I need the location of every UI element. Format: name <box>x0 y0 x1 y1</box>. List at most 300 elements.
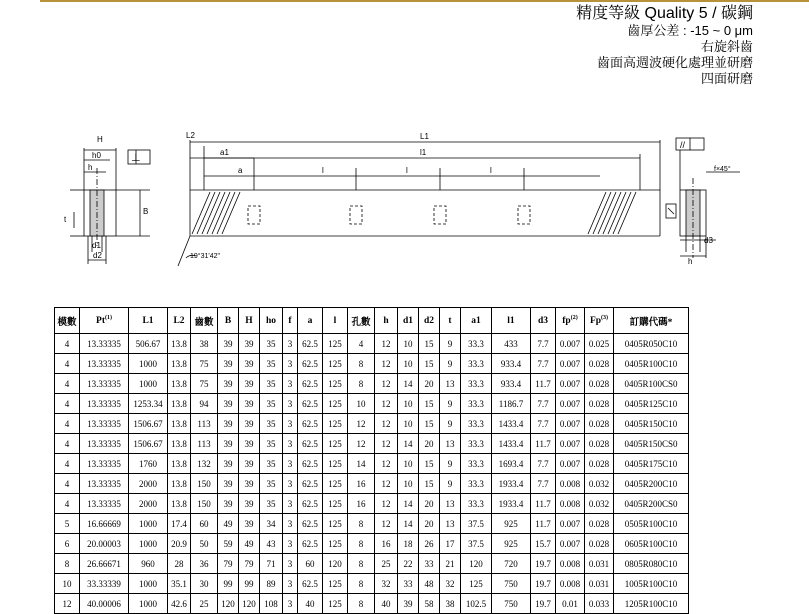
column-header: l <box>323 308 348 334</box>
table-cell: 0.008 <box>556 474 585 494</box>
table-cell: 3 <box>283 474 298 494</box>
table-cell: 33.3 <box>461 374 492 394</box>
table-cell: 8 <box>348 374 375 394</box>
table-cell: 10 <box>398 454 419 474</box>
table-cell: 13.33335 <box>80 494 129 514</box>
table-cell: 13.33335 <box>80 334 129 354</box>
label-L2: L2 <box>186 131 195 140</box>
table-cell: 0.007 <box>556 514 585 534</box>
table-cell: 8 <box>348 554 375 574</box>
table-cell: 13.33335 <box>80 354 129 374</box>
table-cell: 0805R080C10 <box>614 554 689 574</box>
table-cell: 9 <box>440 394 461 414</box>
table-cell: 120 <box>218 594 239 614</box>
table-cell: 13.33335 <box>80 474 129 494</box>
table-cell: 59 <box>218 534 239 554</box>
table-cell: 0.031 <box>585 554 614 574</box>
table-cell: 39 <box>218 454 239 474</box>
table-cell: 113 <box>191 434 218 454</box>
table-cell: 20.00003 <box>80 534 129 554</box>
table-cell: 0.007 <box>556 354 585 374</box>
column-header: a <box>298 308 323 334</box>
table-cell: 33.3 <box>461 454 492 474</box>
table-cell: 0405R200C10 <box>614 474 689 494</box>
table-cell: 38 <box>440 594 461 614</box>
table-cell: 39 <box>239 394 260 414</box>
table-cell: 16 <box>348 494 375 514</box>
table-cell: 13.8 <box>168 414 191 434</box>
table-cell: 4 <box>55 374 80 394</box>
table-cell: 9 <box>440 454 461 474</box>
table-cell: 62.5 <box>298 334 323 354</box>
table-cell: 43 <box>260 534 283 554</box>
table-cell: 12 <box>375 374 398 394</box>
table-cell: 125 <box>461 574 492 594</box>
table-cell: 13 <box>440 494 461 514</box>
table-cell: 39 <box>218 414 239 434</box>
table-cell: 1186.7 <box>492 394 531 414</box>
table-cell: 125 <box>323 454 348 474</box>
table-cell: 19.7 <box>531 574 556 594</box>
table-cell: 49 <box>239 534 260 554</box>
spec-grinding: 四面研磨 <box>700 71 753 86</box>
table-cell: 39 <box>218 394 239 414</box>
table-cell: 8 <box>348 354 375 374</box>
label-h-right: h <box>688 257 693 266</box>
table-cell: 1506.67 <box>129 414 168 434</box>
table-cell: 0.028 <box>585 354 614 374</box>
table-cell: 35 <box>260 494 283 514</box>
table-cell: 0.028 <box>585 454 614 474</box>
table-cell: 1253.34 <box>129 394 168 414</box>
table-cell: 20 <box>419 434 440 454</box>
table-cell: 506.67 <box>129 334 168 354</box>
label-h: h <box>88 163 93 172</box>
table-cell: 11.7 <box>531 494 556 514</box>
table-row <box>55 334 689 354</box>
table-cell: 108 <box>260 594 283 614</box>
table-cell: 125 <box>323 594 348 614</box>
table-cell: 32 <box>440 574 461 594</box>
table-cell: 12 <box>375 494 398 514</box>
table-cell: 925 <box>492 514 531 534</box>
table-cell: 12 <box>375 514 398 534</box>
spec-hardening: 齒面高週波硬化處理並研磨 <box>596 55 753 70</box>
table-cell: 20 <box>419 494 440 514</box>
table-cell: 25 <box>191 594 218 614</box>
table-cell: 3 <box>283 374 298 394</box>
table-cell: 0.007 <box>556 334 585 354</box>
table-cell: 8 <box>348 594 375 614</box>
table-cell: 39 <box>218 374 239 394</box>
table-cell: 19.7 <box>531 554 556 574</box>
perpendicularity-symbol: ⊥ <box>131 152 141 164</box>
spec-quality: 精度等級 Quality 5 / 碳鋼 <box>576 5 753 22</box>
table-cell: 125 <box>323 474 348 494</box>
table-cell: 40 <box>298 594 323 614</box>
table-cell: 7.7 <box>531 454 556 474</box>
table-cell: 35 <box>260 474 283 494</box>
table-cell: 11.7 <box>531 514 556 534</box>
table-cell: 49 <box>218 514 239 534</box>
table-cell: 3 <box>283 574 298 594</box>
table-cell: 1760 <box>129 454 168 474</box>
table-cell: 36 <box>191 554 218 574</box>
label-l1: l1 <box>420 148 427 157</box>
table-cell: 35 <box>260 354 283 374</box>
table-cell: 4 <box>348 334 375 354</box>
table-cell: 3 <box>283 514 298 534</box>
table-cell: 39 <box>218 354 239 374</box>
table-cell: 0.032 <box>585 494 614 514</box>
table-cell: 4 <box>55 494 80 514</box>
label-H: H <box>97 135 103 144</box>
table-cell: 62.5 <box>298 434 323 454</box>
table-cell: 8 <box>348 534 375 554</box>
table-cell: 750 <box>492 574 531 594</box>
table-cell: 7.7 <box>531 394 556 414</box>
table-cell: 15 <box>419 394 440 414</box>
table-cell: 125 <box>323 434 348 454</box>
table-cell: 14 <box>398 514 419 534</box>
table-cell: 14 <box>348 454 375 474</box>
table-cell: 13.8 <box>168 454 191 474</box>
table-cell: 13.8 <box>168 394 191 414</box>
table-cell: 33 <box>419 554 440 574</box>
table-cell: 933.4 <box>492 354 531 374</box>
table-cell: 7.7 <box>531 414 556 434</box>
table-cell: 39 <box>218 334 239 354</box>
table-cell: 0.007 <box>556 454 585 474</box>
table-cell: 62.5 <box>298 454 323 474</box>
table-cell: 3 <box>283 394 298 414</box>
label-h0: h0 <box>92 151 101 160</box>
table-cell: 12 <box>348 414 375 434</box>
table-cell: 13.33335 <box>80 454 129 474</box>
table-cell: 20 <box>419 374 440 394</box>
table-cell: 11.7 <box>531 434 556 454</box>
label-L1: L1 <box>420 132 429 141</box>
table-cell: 0.028 <box>585 434 614 454</box>
table-cell: 150 <box>191 474 218 494</box>
table-cell: 1000 <box>129 574 168 594</box>
spec-table <box>54 307 689 614</box>
table-cell: 37.5 <box>461 514 492 534</box>
table-cell: 16 <box>375 534 398 554</box>
column-header: 訂購代碼* <box>614 308 689 334</box>
table-cell: 0405R150C10 <box>614 414 689 434</box>
table-cell: 40 <box>375 594 398 614</box>
table-cell: 16.66669 <box>80 514 129 534</box>
table-cell: 1433.4 <box>492 434 531 454</box>
column-header: B <box>218 308 239 334</box>
table-cell: 15 <box>419 474 440 494</box>
table-cell: 15 <box>419 454 440 474</box>
table-cell: 13.33335 <box>80 394 129 414</box>
table-cell: 150 <box>191 494 218 514</box>
table-cell: 7.7 <box>531 354 556 374</box>
table-cell: 13 <box>440 434 461 454</box>
table-cell: 75 <box>191 374 218 394</box>
table-cell: 39 <box>239 434 260 454</box>
table-cell: 10 <box>348 394 375 414</box>
table-cell: 1693.4 <box>492 454 531 474</box>
table-cell: 33.3 <box>461 394 492 414</box>
table-cell: 433 <box>492 334 531 354</box>
table-cell: 3 <box>283 594 298 614</box>
label-l-3: l <box>490 166 492 175</box>
table-cell: 9 <box>440 474 461 494</box>
table-cell: 1000 <box>129 534 168 554</box>
table-cell: 2000 <box>129 494 168 514</box>
table-cell: 3 <box>283 494 298 514</box>
table-cell: 33.3 <box>461 354 492 374</box>
table-cell: 35 <box>260 334 283 354</box>
column-header: ho <box>260 308 283 334</box>
table-cell: 0.028 <box>585 534 614 554</box>
table-cell: 26.66671 <box>80 554 129 574</box>
column-header: f <box>283 308 298 334</box>
table-cell: 0405R050C10 <box>614 334 689 354</box>
table-cell: 125 <box>323 574 348 594</box>
spec-block <box>576 4 753 87</box>
table-cell: 0.007 <box>556 394 585 414</box>
table-cell: 0405R200CS0 <box>614 494 689 514</box>
table-row <box>55 414 689 434</box>
table-cell: 17.4 <box>168 514 191 534</box>
column-header: t <box>440 308 461 334</box>
table-cell: 2000 <box>129 474 168 494</box>
table-cell: 0.031 <box>585 574 614 594</box>
table-cell: 0405R125C10 <box>614 394 689 414</box>
table-cell: 13.8 <box>168 474 191 494</box>
table-row <box>55 434 689 454</box>
table-cell: 3 <box>283 354 298 374</box>
table-cell: 7.7 <box>531 474 556 494</box>
table-cell: 40.00006 <box>80 594 129 614</box>
table-cell: 62.5 <box>298 354 323 374</box>
table-cell: 0.032 <box>585 474 614 494</box>
column-header: Pt$^{(1)}$ <box>80 308 129 334</box>
table-cell: 99 <box>239 574 260 594</box>
rack-side-view <box>178 140 660 266</box>
table-cell: 9 <box>440 414 461 434</box>
table-cell: 13.8 <box>168 334 191 354</box>
label-d3: d3 <box>704 236 713 245</box>
table-cell: 125 <box>323 514 348 534</box>
table-cell: 13.8 <box>168 434 191 454</box>
table-cell: 75 <box>191 354 218 374</box>
table-cell: 0.007 <box>556 374 585 394</box>
table-cell: 1933.4 <box>492 474 531 494</box>
table-cell: 0.025 <box>585 334 614 354</box>
table-cell: 1933.4 <box>492 494 531 514</box>
table-cell: 1205R100C10 <box>614 594 689 614</box>
table-cell: 62.5 <box>298 414 323 434</box>
table-cell: 33.3 <box>461 474 492 494</box>
table-cell: 62.5 <box>298 494 323 514</box>
label-chamfer: f×45° <box>714 166 731 173</box>
column-header: 齒數 <box>191 308 218 334</box>
column-header: $fp^{(2)}$ <box>556 308 585 334</box>
table-cell: 125 <box>323 354 348 374</box>
table-cell: 925 <box>492 534 531 554</box>
table-cell: 12 <box>375 354 398 374</box>
table-cell: 3 <box>283 334 298 354</box>
table-cell: 12 <box>375 334 398 354</box>
table-cell: 19.7 <box>531 594 556 614</box>
column-header: 孔數 <box>348 308 375 334</box>
table-cell: 35 <box>260 374 283 394</box>
table-cell: 14 <box>398 494 419 514</box>
table-cell: 39 <box>239 514 260 534</box>
table-cell: 4 <box>55 354 80 374</box>
label-l-1: l <box>322 166 324 175</box>
table-cell: 120 <box>461 554 492 574</box>
table-cell: 13.33335 <box>80 414 129 434</box>
column-header: l1 <box>492 308 531 334</box>
table-cell: 12 <box>375 434 398 454</box>
table-cell: 102.5 <box>461 594 492 614</box>
table-cell: 960 <box>129 554 168 574</box>
table-cell: 33.3 <box>461 414 492 434</box>
column-header: d3 <box>531 308 556 334</box>
table-cell: 0505R100C10 <box>614 514 689 534</box>
table-cell: 0.007 <box>556 434 585 454</box>
table-cell: 7.7 <box>531 334 556 354</box>
table-cell: 125 <box>323 414 348 434</box>
table-cell: 4 <box>55 474 80 494</box>
table-cell: 132 <box>191 454 218 474</box>
table-cell: 10 <box>398 354 419 374</box>
table-cell: 0.028 <box>585 394 614 414</box>
table-cell: 39 <box>239 454 260 474</box>
table-cell: 12 <box>55 594 80 614</box>
table-cell: 13 <box>440 374 461 394</box>
table-cell: 39 <box>239 354 260 374</box>
table-cell: 35 <box>260 394 283 414</box>
table-cell: 20.9 <box>168 534 191 554</box>
table-cell: 13.33335 <box>80 374 129 394</box>
table-cell: 20 <box>419 514 440 534</box>
column-header: L2 <box>168 308 191 334</box>
table-cell: 62.5 <box>298 574 323 594</box>
table-cell: 1000 <box>129 594 168 614</box>
table-cell: 0605R100C10 <box>614 534 689 554</box>
table-cell: 10 <box>55 574 80 594</box>
table-cell: 0.008 <box>556 574 585 594</box>
table-cell: 125 <box>323 534 348 554</box>
table-cell: 15 <box>419 334 440 354</box>
table-cell: 50 <box>191 534 218 554</box>
column-header: L1 <box>129 308 168 334</box>
table-row <box>55 574 689 594</box>
table-cell: 15 <box>419 354 440 374</box>
table-cell: 12 <box>348 434 375 454</box>
table-cell: 0405R100C10 <box>614 354 689 374</box>
table-cell: 4 <box>55 394 80 414</box>
table-cell: 39 <box>239 414 260 434</box>
table-cell: 10 <box>398 474 419 494</box>
table-row <box>55 554 689 574</box>
rack-drawing <box>40 128 770 268</box>
end-view <box>666 138 740 258</box>
table-cell: 0405R150CS0 <box>614 434 689 454</box>
table-cell: 12 <box>375 394 398 414</box>
table-cell: 120 <box>323 554 348 574</box>
table-cell: 0405R175C10 <box>614 454 689 474</box>
table-cell: 0.028 <box>585 514 614 534</box>
table-cell: 39 <box>218 494 239 514</box>
table-cell: 17 <box>440 534 461 554</box>
table-cell: 0.028 <box>585 414 614 434</box>
table-cell: 79 <box>218 554 239 574</box>
table-cell: 33.33339 <box>80 574 129 594</box>
table-cell: 1005R100C10 <box>614 574 689 594</box>
table-cell: 13.8 <box>168 494 191 514</box>
table-row <box>55 454 689 474</box>
table-cell: 15 <box>419 414 440 434</box>
table-cell: 1000 <box>129 514 168 534</box>
table-cell: 16 <box>348 474 375 494</box>
table-body <box>55 334 689 614</box>
table-cell: 30 <box>191 574 218 594</box>
table-cell: 10 <box>398 334 419 354</box>
table-row <box>55 354 689 374</box>
table-cell: 120 <box>239 594 260 614</box>
table-cell: 28 <box>168 554 191 574</box>
parallelism-symbol: // <box>680 140 686 150</box>
table-row <box>55 594 689 614</box>
table-cell: 62.5 <box>298 534 323 554</box>
table-cell: 12 <box>375 414 398 434</box>
table-cell: 94 <box>191 394 218 414</box>
table-cell: 3 <box>283 534 298 554</box>
table-cell: 1506.67 <box>129 434 168 454</box>
table-cell: 48 <box>419 574 440 594</box>
spec-helix: 右旋斜齒 <box>700 39 753 54</box>
table-cell: 14 <box>398 434 419 454</box>
table-row <box>55 394 689 414</box>
table-cell: 0.008 <box>556 554 585 574</box>
table-cell: 0.007 <box>556 534 585 554</box>
column-header: d2 <box>419 308 440 334</box>
table-cell: 18 <box>398 534 419 554</box>
table-cell: 113 <box>191 414 218 434</box>
table-cell: 3 <box>283 414 298 434</box>
table-cell: 10 <box>398 414 419 434</box>
table-cell: 39 <box>218 434 239 454</box>
label-a: a <box>238 166 243 175</box>
table-cell: 6 <box>55 534 80 554</box>
table-cell: 11.7 <box>531 374 556 394</box>
table-cell: 0.033 <box>585 594 614 614</box>
label-t: t <box>64 215 67 224</box>
label-d2: d2 <box>93 251 102 260</box>
table-cell: 125 <box>323 394 348 414</box>
label-d1: d1 <box>92 241 101 250</box>
label-helix-angle: 19°31'42" <box>190 253 220 260</box>
table-cell: 125 <box>323 374 348 394</box>
table-cell: 720 <box>492 554 531 574</box>
table-row <box>55 474 689 494</box>
table-cell: 8 <box>348 514 375 534</box>
table-cell: 39 <box>239 334 260 354</box>
spec-tolerance: 齒厚公差 : -15 ~ 0 μm <box>627 23 753 38</box>
table-cell: 4 <box>55 454 80 474</box>
table-cell: 33.3 <box>461 334 492 354</box>
table-cell: 58 <box>419 594 440 614</box>
